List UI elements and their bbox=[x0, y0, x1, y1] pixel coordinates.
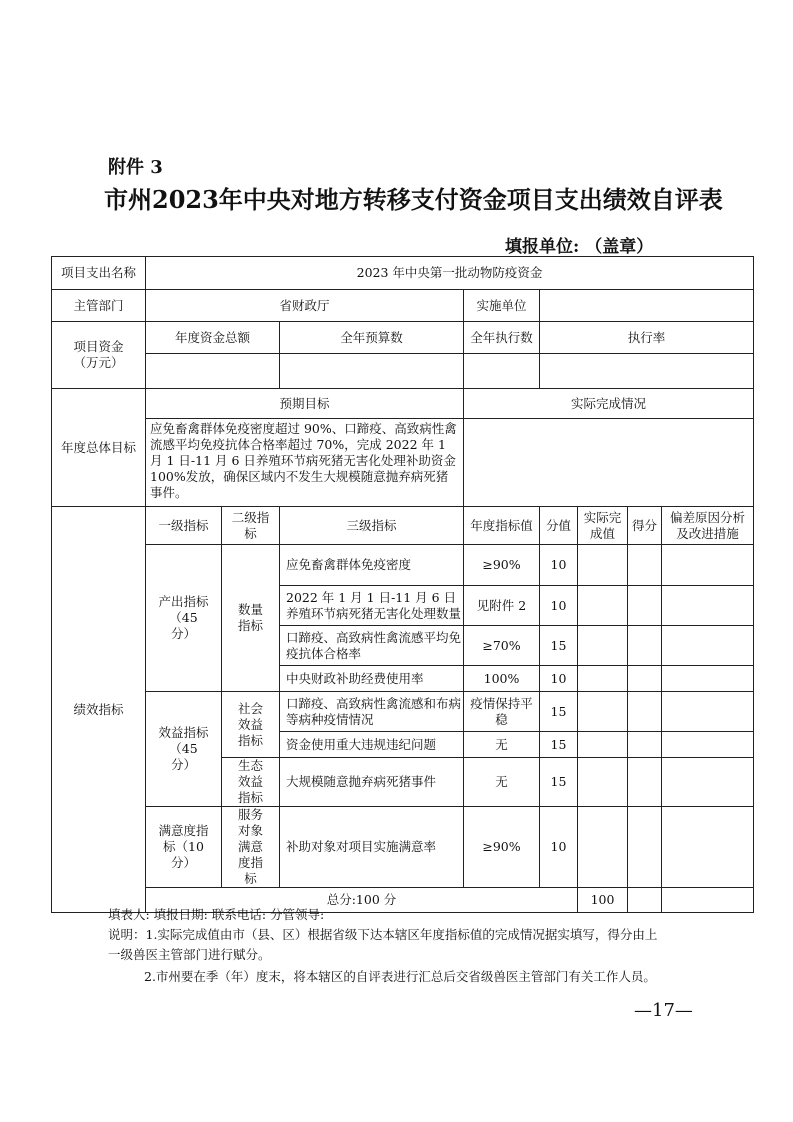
indicator-1: 应免畜禽群体免疫密度 bbox=[280, 545, 464, 586]
score-7: 15 bbox=[540, 758, 578, 807]
target-3: ≥70% bbox=[464, 626, 540, 666]
reason-8 bbox=[662, 807, 754, 888]
perf-header-actual: 实际完成值 bbox=[578, 507, 628, 545]
target-2: 见附件 2 bbox=[464, 586, 540, 626]
actual-completion-text bbox=[464, 419, 754, 507]
perf-header-target: 年度指标值 bbox=[464, 507, 540, 545]
total-label: 总分:100 分 bbox=[146, 888, 578, 913]
target-5: 疫情保持平稳 bbox=[464, 692, 540, 732]
got-3 bbox=[628, 626, 662, 666]
page-number: —17— bbox=[634, 1000, 693, 1021]
actual-2 bbox=[578, 586, 628, 626]
funds-label: 项目资金（万元） bbox=[52, 322, 146, 389]
reason-7 bbox=[662, 758, 754, 807]
subgroup-service: 服务对象满意度指标 bbox=[222, 807, 280, 888]
target-6: 无 bbox=[464, 732, 540, 758]
subgroup-ecological: 生态效益指标 bbox=[222, 758, 280, 807]
note-1-line-2: 一级兽医主管部门进行赋分。 bbox=[108, 947, 271, 962]
dept-label: 主管部门 bbox=[52, 290, 146, 322]
total-value: 100 bbox=[578, 888, 628, 913]
project-name-label: 项目支出名称 bbox=[52, 257, 146, 290]
impl-label: 实施单位 bbox=[464, 290, 540, 322]
impl-value bbox=[540, 290, 754, 322]
target-8: ≥90% bbox=[464, 807, 540, 888]
funds-header-executed: 全年执行数 bbox=[464, 322, 540, 354]
funds-value-budget bbox=[280, 354, 464, 389]
signers-line: 填表人: 填报日期: 联系电话: 分管领导: bbox=[108, 907, 325, 922]
reason-6 bbox=[662, 732, 754, 758]
got-6 bbox=[628, 732, 662, 758]
perf-header-reason: 偏差原因分析及改进措施 bbox=[662, 507, 754, 545]
page-title: 市州2023年中央对地方转移支付资金项目支出绩效自评表 bbox=[104, 185, 723, 214]
score-3: 15 bbox=[540, 626, 578, 666]
actual-4 bbox=[578, 666, 628, 692]
subgroup-social: 社会效益指标 bbox=[222, 692, 280, 758]
indicator-3: 口蹄疫、高致病性禽流感平均免疫抗体合格率 bbox=[280, 626, 464, 666]
actual-6 bbox=[578, 732, 628, 758]
score-2: 10 bbox=[540, 586, 578, 626]
got-5 bbox=[628, 692, 662, 732]
got-2 bbox=[628, 586, 662, 626]
indicator-8: 补助对象对项目实施满意率 bbox=[280, 807, 464, 888]
expected-goal-text: 应免畜禽群体免疫密度超过 90%、口蹄疫、高致病性禽流感平均免疫抗体合格率超过 70%，完成 2022 年 1 月 1 日-11 月 6 日养殖环节病死猪无害化处理补助资金 100%发放，确保区域内不发生大规模随意抛弃病死猪事件。 bbox=[146, 419, 464, 507]
actual-7 bbox=[578, 758, 628, 807]
actual-5 bbox=[578, 692, 628, 732]
score-1: 10 bbox=[540, 545, 578, 586]
annual-goal-label: 年度总体目标 bbox=[52, 389, 146, 507]
filler-unit-label: 填报单位: （盖章） bbox=[505, 237, 654, 257]
group-satisfaction: 满意度指标（10 分） bbox=[146, 807, 222, 888]
funds-header-total: 年度资金总额 bbox=[146, 322, 280, 354]
funds-value-total bbox=[146, 354, 280, 389]
actual-8 bbox=[578, 807, 628, 888]
perf-indicator-label: 绩效指标 bbox=[52, 507, 146, 913]
perf-header-score: 分值 bbox=[540, 507, 578, 545]
reason-4 bbox=[662, 666, 754, 692]
indicator-7: 大规模随意抛弃病死猪事件 bbox=[280, 758, 464, 807]
score-5: 15 bbox=[540, 692, 578, 732]
reason-5 bbox=[662, 692, 754, 732]
indicator-4: 中央财政补助经费使用率 bbox=[280, 666, 464, 692]
reason-1 bbox=[662, 545, 754, 586]
group-output: 产出指标（45 分） bbox=[146, 545, 222, 692]
funds-header-budget: 全年预算数 bbox=[280, 322, 464, 354]
funds-value-executed bbox=[464, 354, 540, 389]
score-4: 10 bbox=[540, 666, 578, 692]
attachment-label: 附件 3 bbox=[108, 157, 163, 178]
target-4: 100% bbox=[464, 666, 540, 692]
funds-header-rate: 执行率 bbox=[540, 322, 754, 354]
self-evaluation-table bbox=[51, 256, 754, 913]
target-7: 无 bbox=[464, 758, 540, 807]
total-actual bbox=[628, 888, 662, 913]
got-1 bbox=[628, 545, 662, 586]
perf-header-level1: 一级指标 bbox=[146, 507, 222, 545]
actual-1 bbox=[578, 545, 628, 586]
reason-2 bbox=[662, 586, 754, 626]
note-1-line-1: 说明：1.实际完成值由市（县、区）根据省级下达本辖区年度指标值的完成情况据实填写，得分由上 bbox=[108, 927, 658, 942]
score-8: 10 bbox=[540, 807, 578, 888]
note-2: 2.市州要在季（年）度末，将本辖区的自评表进行汇总后交省级兽医主管部门有关工作人员。 bbox=[144, 969, 656, 984]
actual-3 bbox=[578, 626, 628, 666]
target-1: ≥90% bbox=[464, 545, 540, 586]
indicator-6: 资金使用重大违规违纪问题 bbox=[280, 732, 464, 758]
got-7 bbox=[628, 758, 662, 807]
got-8 bbox=[628, 807, 662, 888]
subgroup-quantity: 数量指标 bbox=[222, 545, 280, 692]
got-4 bbox=[628, 666, 662, 692]
reason-3 bbox=[662, 626, 754, 666]
dept-value: 省财政厅 bbox=[146, 290, 464, 322]
actual-completion-header: 实际完成情况 bbox=[464, 389, 754, 419]
project-name-value: 2023 年中央第一批动物防疫资金 bbox=[146, 257, 754, 290]
perf-header-level3: 三级指标 bbox=[280, 507, 464, 545]
expected-goal-header: 预期目标 bbox=[146, 389, 464, 419]
indicator-5: 口蹄疫、高致病性禽流感和布病等病种疫情情况 bbox=[280, 692, 464, 732]
funds-value-rate bbox=[540, 354, 754, 389]
perf-header-got: 得分 bbox=[628, 507, 662, 545]
perf-header-level2: 二级指标 bbox=[222, 507, 280, 545]
score-6: 15 bbox=[540, 732, 578, 758]
group-benefit: 效益指标（45 分） bbox=[146, 692, 222, 807]
total-got bbox=[662, 888, 754, 913]
indicator-2: 2022 年 1 月 1 日-11 月 6 日养殖环节病死猪无害化处理数量 bbox=[280, 586, 464, 626]
